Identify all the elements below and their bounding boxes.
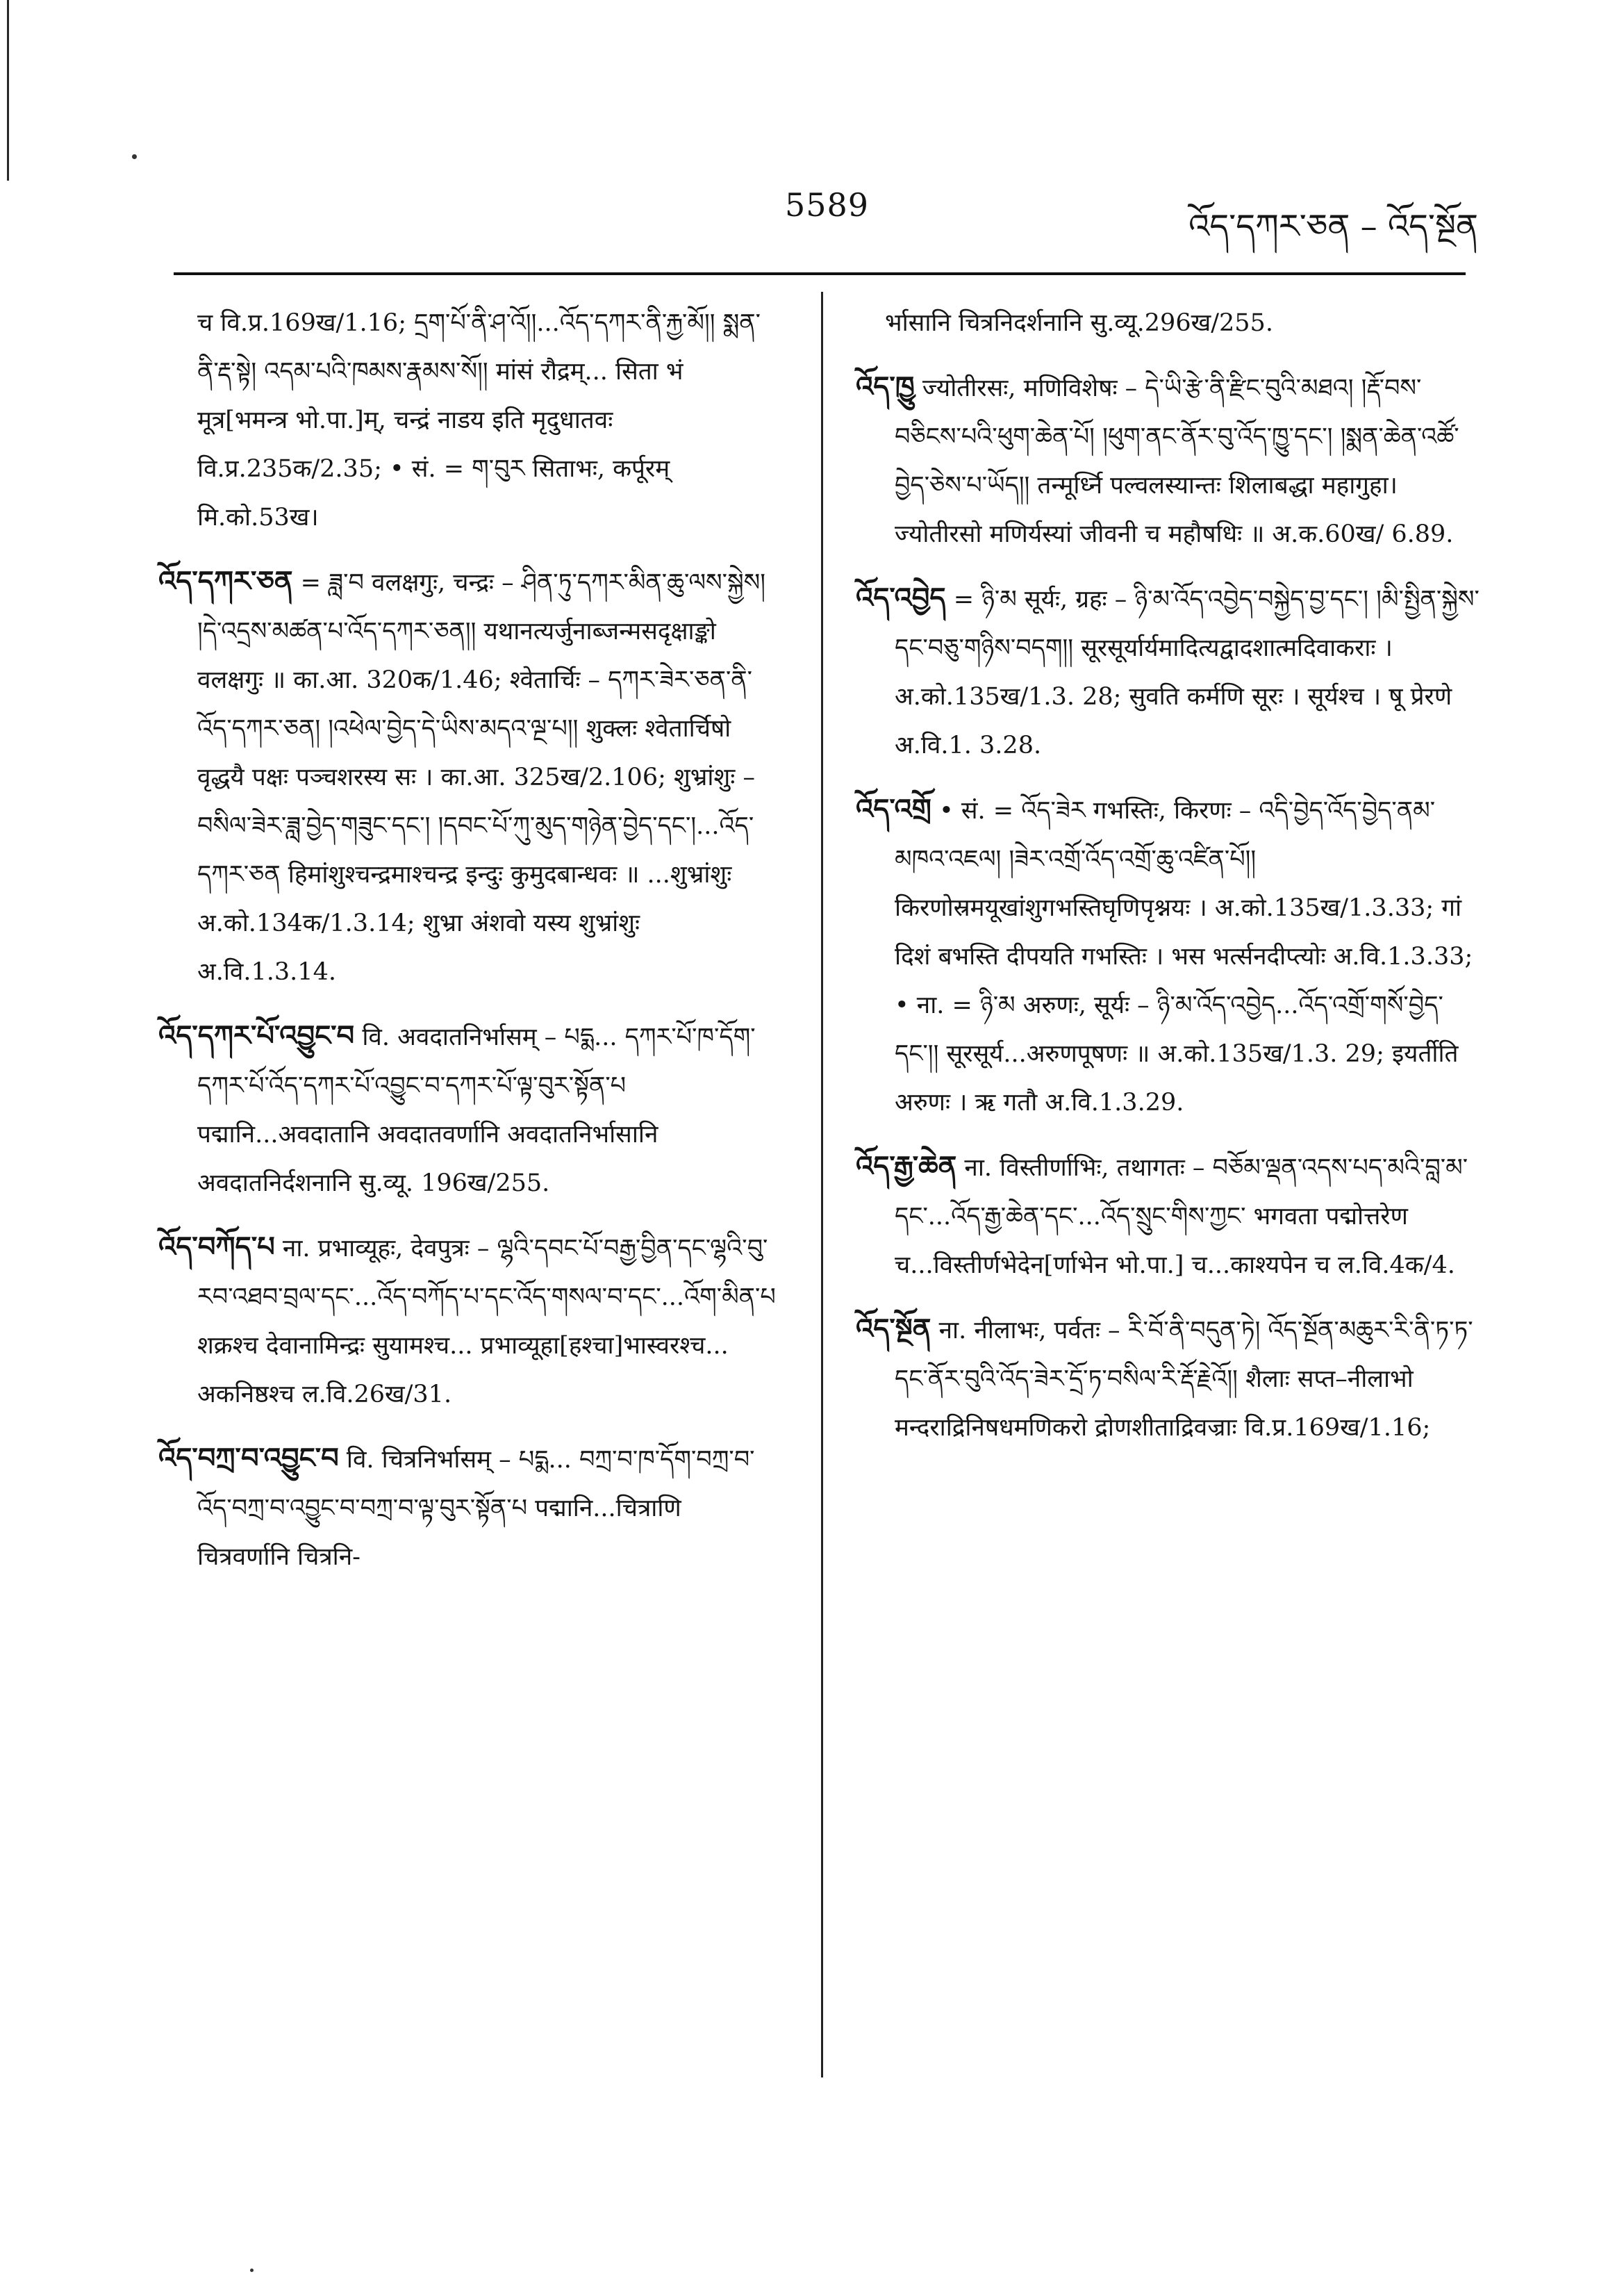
dictionary-entry: [856, 785, 1481, 1127]
scan-edge-mark: [7, 0, 9, 181]
entry-headword: འོད་བཀོད་པ: [158, 1231, 275, 1263]
entry-text: ना. नीलाभः, पर्वतः – རི་བོ་ནི་བདུན་ཏེ། འོད་སྔོན་མཆུར་རི་ནི་ཏ་ཏ་དང་ནོར་བུའི་འོད་ཟེར་དྲོ་ཏ་བསིལ་རི་རྡོ་རྗེའོ།། शैलाः सप्त–नीलाभो मन्दराद्रिनिषधमणिकरो द्रोणशीताद्रिवज्राः वि.प्र.169ख/1.16;: [895, 1317, 1473, 1442]
right-column: [856, 299, 1481, 1467]
dictionary-entry: [856, 574, 1481, 770]
entry-text: = ཟླ་བ वलक्षगुः, चन्द्रः – ཤིན་ཏུ་དཀར་མིན་ཆུ་ལས་སྐྱེས། །དེ་འདྲས་མཚན་པ་འོད་དཀར་ཅན།། यथानत्यर्जुनाब्जन्मसदृक्षाङ्को वलक्षगुः ॥ का.आ. 320क/1.46; श्वेतार्चिः – དཀར་ཟེར་ཅན་ནི་འོད་དཀར་ཅན། །འཕེལ་བྱེད་དེ་ཡིས་མདའ་ལྔ་པ།། शुक्लः श्वेतार्चिषो वृद्धयै पक्षः पञ्चशरस्य सः । का.आ. 325ख/2.106; शुभ्रांशुः – བསིལ་ཟེར་ཟླ་བྱེད་གཟུང་དང་། །དབང་པོ་ཀུ་མུད་གཉེན་བྱེད་དང་།...འོད་དཀར་ཅན हिमांशुश्चन्द्रमाश्चन्द्र इन्दुः कुमुदबान्धवः ॥ ...शुभ्रांशुः अ.को.134क/1.3.14; शुभ्रा अंशवो यस्य शुभ्रांशुः अ.वि.1.3.14.: [197, 569, 766, 986]
left-column: [158, 299, 777, 1597]
entry-headword: འོད་རྒྱ་ཆེན: [856, 1150, 957, 1183]
running-head: འོད་དཀར་ཅན – འོད་སྔོན: [1188, 207, 1478, 246]
entry-headword: འོད་འབྱེད: [856, 582, 946, 614]
dictionary-entry: [158, 299, 777, 542]
scan-speck: [250, 2269, 254, 2272]
dictionary-entry: [856, 1305, 1481, 1452]
entry-text: ना. विस्तीर्णाभिः, तथागतः – བཅོམ་ལྡན་འདས་པད་མའི་བླ་མ་དང་...འོད་རྒྱ་ཆེན་དང་...འོད་སྲུང་གིས་ཀྱང་ भगवता पद्मोत्तरेण च...विस्तीर्णभेदेन[र्णाभेन भो.पा.] च...काश्यपेन च ल.वि.4क/4.: [895, 1154, 1468, 1279]
dictionary-entry: [158, 557, 777, 996]
dictionary-entry: [158, 1434, 777, 1581]
entry-text: च वि.प्र.169ख/1.16; དྲག་པོ་ནི་ཤ་འོ།།...འོད་དཀར་ནི་རྐྱ་མོ།། སྨན་ནི་རྡ་སྟེ། འདམ་པའི་ཁམས་རྣམས་སོ།། मांसं रौद्रम्... सिता भं मूत्र[भमन्त्र भो.पा.]म्, चन्द्रं नाडय इति मृदुधातवः वि.प्र.235क/2.35; • सं. = ག་བུར सिताभः, कर्पूरम् मि.को.53ख।: [197, 309, 761, 532]
entry-headword: འོད་སྔོན: [856, 1312, 931, 1345]
entry-text: वि. अवदातनिर्भासम् – པདྨ... དཀར་པོ་ཁ་དོག་དཀར་པོ་འོད་དཀར་པོ་འབྱུང་བ་དཀར་པོ་ལྟ་བུར་སྟོན་པ पद्मानि...अवदातानि अवदातवर्णानि अवदातनिर्भासानि अवदातनिर्दशनानि सु.व्यू. 196ख/255.: [197, 1023, 756, 1197]
entry-text: ज्योतीरसः, मणिविशेषः – དེ་ཡི་རྩེ་ནི་རྫིང་བུའི་མཐའ། །རྡོ་བས་བཅིངས་པའི་ཕུག་ཆེན་པོ། །ཕུག་ནང་ནོར་བུ་འོད་ཁྱུ་དང་། །སྨན་ཆེན་འཚོ་བྱེད་ཅེས་པ་ཡོད།། तन्मूर्ध्नि पल्वलस्यान्तः शिलाबद्धा महागुहा। ज्योतीरसो मणिर्यस्यां जीवनी च महौषधिः ॥ अ.क.60ख/ 6.89.: [895, 375, 1459, 548]
entry-text: र्भासानि चित्रनिदर्शनानि सु.व्यू.296ख/255.: [885, 309, 1273, 337]
page-number: 5589: [785, 186, 870, 224]
entry-headword: འོད་འགྲོ: [856, 793, 931, 825]
entry-headword: འོད་དཀར་པོ་འབྱུང་བ: [158, 1019, 355, 1052]
dictionary-entry: [158, 1012, 777, 1208]
entry-text: वि. चित्रनिर्भासम् – པདྨ... བཀྲ་བ་ཁ་དོག་བཀྲ་བ་འོད་བཀྲ་བ་འབྱུང་བ་བཀྲ་བ་ལྟ་བུར་སྟོན་པ पद्मानि...चित्राणि चित्रवर्णानि चित्रनि-: [197, 1446, 755, 1571]
scan-speck: [132, 154, 137, 159]
dictionary-entry: [856, 1142, 1481, 1290]
entry-headword: འོད་བཀྲ་བ་འབྱུང་བ: [158, 1442, 339, 1474]
header-rule: [174, 272, 1466, 275]
dictionary-entry: [856, 363, 1481, 559]
column-divider: [821, 292, 823, 2077]
entry-text: • सं. = འོད་ཟེར गभस्तिः, किरणः – འདི་བྱེད་འོད་བྱེད་ནམ་མཁའ་འཇལ། །ཟེར་འགྲོ་འོད་འགྲོ་ཆུ་འཛིན་པོ།། किरणोस्रमयूखांशुगभस्तिघृणिपृश्नयः । अ.को.135ख/1.3.33; गां दिशं बभस्ति दीपयति गभस्तिः । भस भर्त्सनदीप्त्योः अ.वि.1.3.33; • ना. = ཉི་མ अरुणः, सूर्यः – ཉི་མ་འོད་འབྱེད...འོད་འགྲོ་གསོ་བྱེད་དང་།། सूरसूर्य...अरुणपूषणः ॥ अ.को.135ख/1.3. 29; इयर्तीति अरुणः । ऋ गतौ अ.वि.1.3.29.: [895, 797, 1473, 1117]
entry-headword: འོད་ཁྱུ: [856, 370, 915, 403]
dictionary-entry: [158, 1223, 777, 1419]
entry-text: = ཉི་མ सूर्यः, ग्रहः – ཉི་མ་འོད་འབྱེད་བསྐྱེད་བྱ་དང་། །མི་སྤྱིན་སྐྱེས་དང་བཅུ་གཉིས་བདག།། सूरसूर्यार्यमादित्यद्वादशात्मदिवाकराः । अ.को.135ख/1.3. 28; सुवति कर्मणि सूरः । सूर्यश्च । षू प्रेरणे अ.वि.1. 3.28.: [895, 586, 1480, 759]
entry-headword: འོད་དཀར་ཅན: [158, 565, 293, 598]
dictionary-entry: [856, 299, 1481, 347]
entry-text: ना. प्रभाव्यूहः, देवपुत्रः – ལྷའི་དབང་པོ་བརྒྱ་བྱིན་དང་ལྷའི་བུ་རབ་འཐབ་བྲལ་དང་...འོད་བཀོད་པ་དང་འོད་གསལ་བ་དང་...འོག་མིན་པ शक्रश्च देवानामिन्द्रः सुयामश्च... प्रभाव्यूहा[हश्चा]भास्वरश्च... अकनिष्ठश्च ल.वि.26ख/31.: [197, 1235, 776, 1408]
